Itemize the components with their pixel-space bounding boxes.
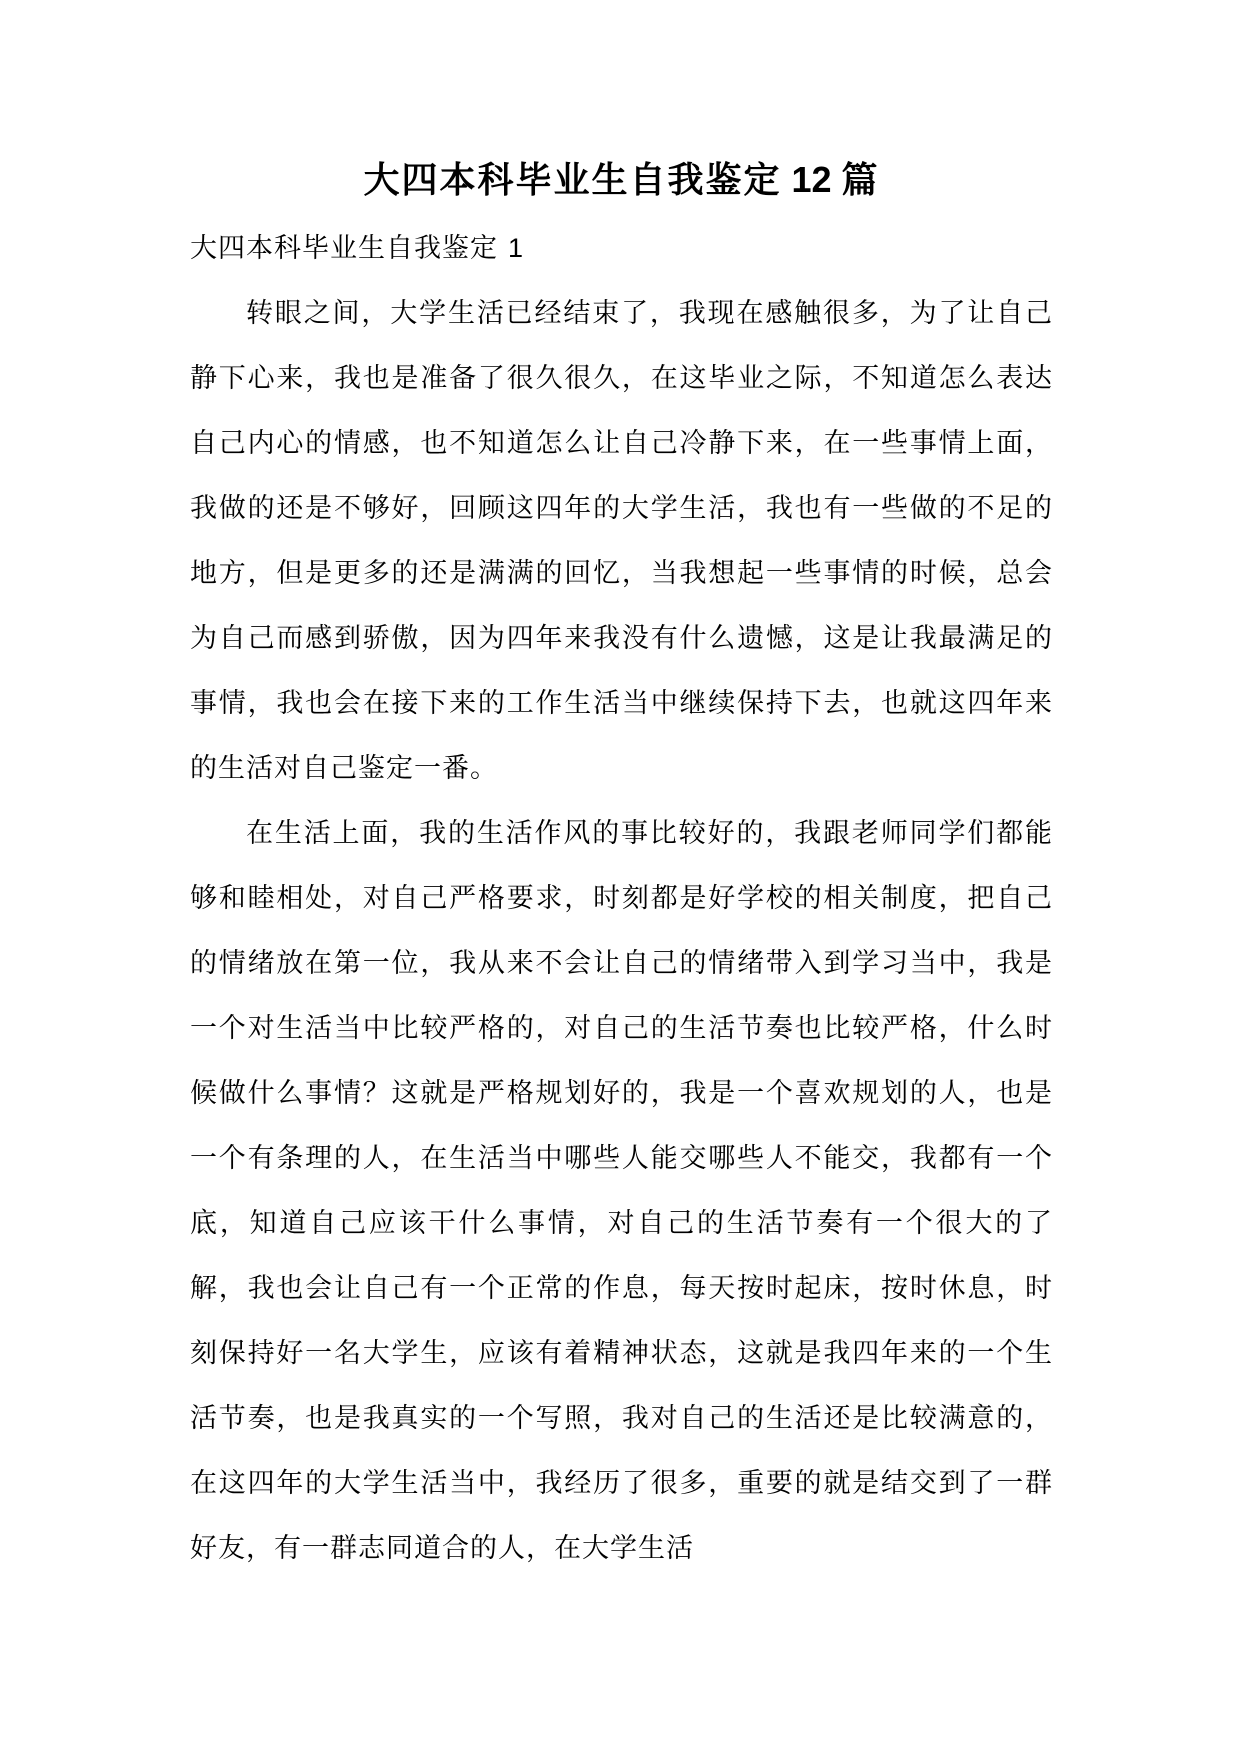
- section-heading-number: 1: [508, 233, 524, 263]
- section-heading-text: 大四本科毕业生自我鉴定: [190, 233, 498, 263]
- document-title-suffix: 篇: [841, 160, 880, 200]
- document-title: [190, 144, 1053, 216]
- paragraph-2: 在生活上面，我的生活作风的事比较好的，我跟老师同学们都能够和睦相处，对自己严格要求，时刻都是好学校的相关制度，把自己的情绪放在第一位，我从来不会让自己的情绪带入到学习当中，我是一个对生活当中比较严格的，对自己的生活节奏也比较严格，什么时候做什么事情？这就是严格规划好的，我是一个喜欢规划的人，也是一个有条理的人，在生活当中哪些人能交哪些人不能交，我都有一个底，知道自己应该干什么事情，对自己的生活节奏有一个很大的了解，我也会让自己有一个正常的作息，每天按时起床，按时休息，时刻保持好一名大学生，应该有着精神状态，这就是我四年来的一个生活节奏，也是我真实的一个写照，我对自己的生活还是比较满意的，在这四年的大学生活当中，我经历了很多，重要的就是结交到了一群好友，有一群志同道合的人，在大学生活: [190, 818, 1053, 1563]
- paragraph-1: 转眼之间，大学生活已经结束了，我现在感触很多，为了让自己静下心来，我也是准备了很久很久，在这毕业之际，不知道怎么表达自己内心的情感，也不知道怎么让自己冷静下来，在一些事情上面，我做的还是不够好，回顾这四年的大学生活，我也有一些做的不足的地方，但是更多的还是满满的回忆，当我想起一些事情的时候，总会为自己而感到骄傲，因为四年来我没有什么遗憾，这是让我最满足的事情，我也会在接下来的工作生活当中继续保持下去，也就这四年来的生活对自己鉴定一番。: [190, 298, 1053, 783]
- document-title-number: 12: [791, 159, 832, 200]
- document-title-text: 大四本科毕业生自我鉴定: [363, 160, 782, 200]
- section-heading: [190, 216, 1053, 281]
